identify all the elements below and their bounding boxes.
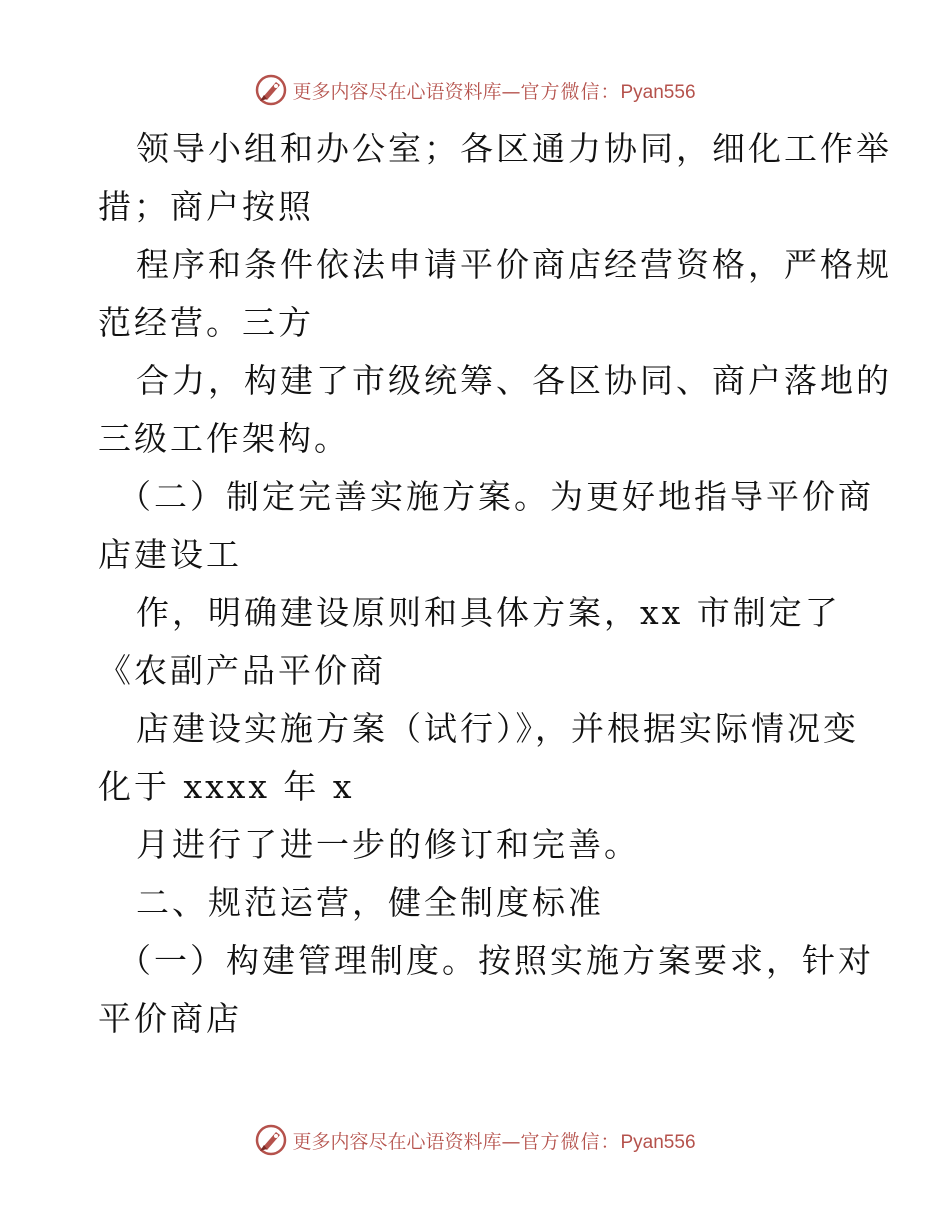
banner-wechat-id: Pyan556 [620,81,696,103]
pen-nib-logo-icon [254,73,288,107]
header-banner [0,70,950,110]
banner-dash: — [501,1130,521,1153]
text-line: 店建设工 [98,535,242,574]
text-line: 程序和条件依法申请平价商店经营资格，严格规 [136,245,892,284]
banner-wechat-label: 官方微信： [520,1130,621,1153]
banner-wechat-id: Pyan556 [620,1131,696,1153]
text-line: 化于 xxxx 年 x [98,767,355,806]
text-line: 领导小组和办公室；各区通力协同，细化工作举 [136,129,892,168]
text-line: 作，明确建设原则和具体方案，xx 市制定了 [136,593,841,632]
text-line: 范经营。三方 [98,303,314,342]
section-heading: 二、规范运营，健全制度标准 [136,883,604,922]
text-line: 平价商店 [98,999,242,1038]
text-line: 《农副产品平价商 [98,651,386,690]
text-line: （二）制定完善实施方案。为更好地指导平价商 [118,477,874,516]
text-line: 店建设实施方案（试行）》，并根据实际情况变 [136,709,859,748]
text-line: 措；商户按照 [98,187,314,226]
footer-banner [0,1120,950,1160]
text-line: 三级工作架构。 [98,419,350,458]
banner-main-text: 更多内容尽在心语资料库 [292,1130,502,1153]
text-line: 合力，构建了市级统筹、各区协同、商户落地的 [136,361,892,400]
banner-dash: — [501,80,521,103]
banner-main-text: 更多内容尽在心语资料库 [292,80,502,103]
pen-nib-logo-icon [254,1123,288,1157]
text-line: 月进行了进一步的修订和完善。 [136,825,640,864]
text-line: （一）构建管理制度。按照实施方案要求，针对 [118,941,874,980]
banner-wechat-label: 官方微信： [520,80,621,103]
document-body [98,120,892,1048]
